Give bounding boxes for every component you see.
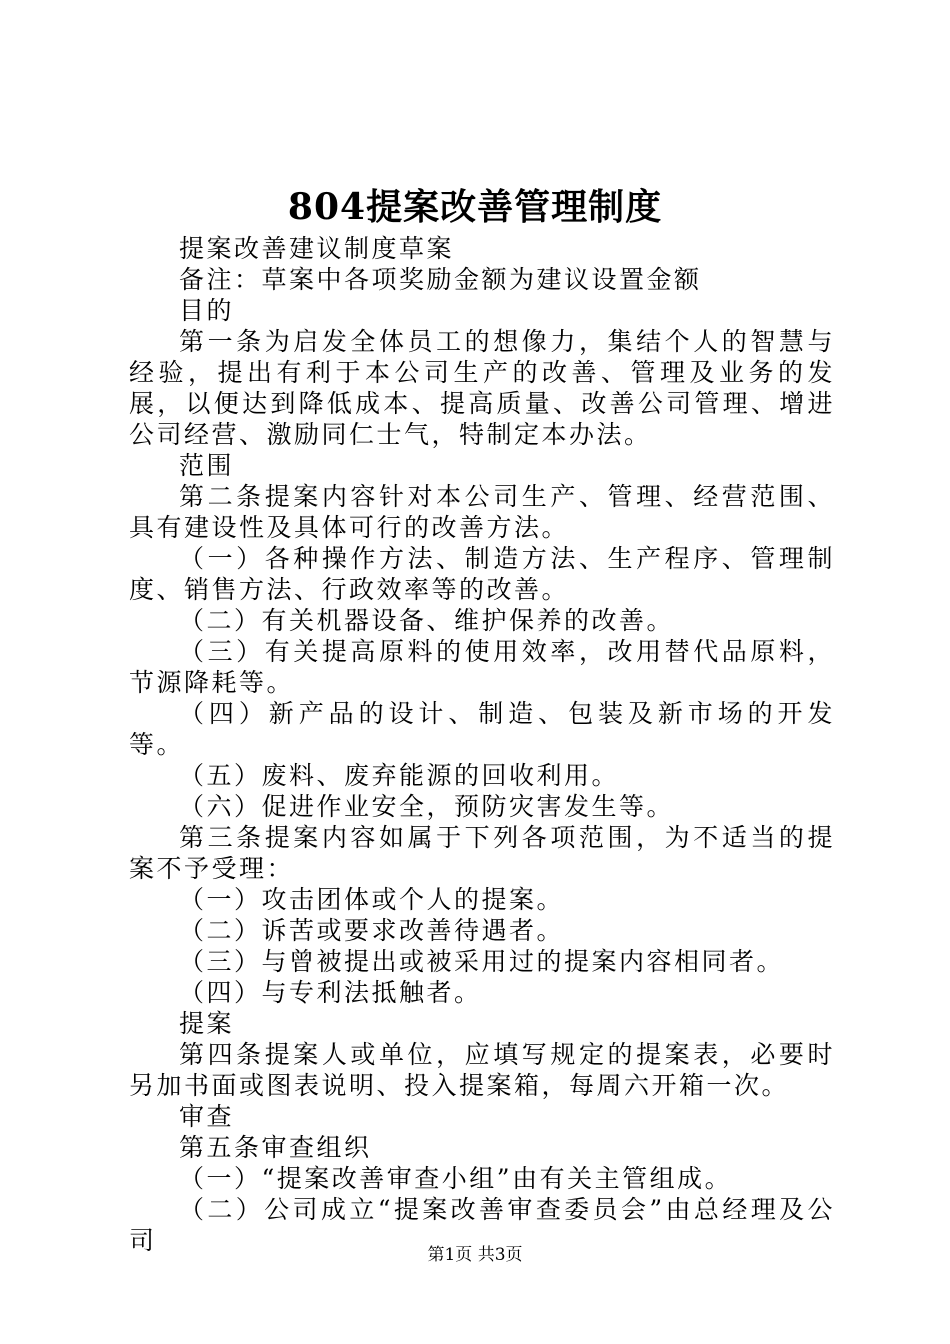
section-heading: 审查 (179, 1102, 235, 1131)
section-heading: 范围 (179, 451, 235, 480)
paragraph: 第四条提案人或单位，应填写规定的提案表，必要时另加书面或图表说明、投入提案箱，每周六开箱一次。 (129, 1040, 835, 1100)
document-body (129, 233, 835, 1256)
paragraph: 第一条为启发全体员工的想像力，集结个人的智慧与经验，提出有利于本公司生产的改善、管理及业务的发展，以便达到降低成本、提高质量、改善公司管理、增进公司经营、激励同仁士气，特制定本办法。 (129, 327, 835, 449)
list-item: （一）攻击团体或个人的提案。 (179, 885, 565, 914)
paragraph: 第三条提案内容如属于下列各项范围，为不适当的提案不予受理： (129, 823, 835, 883)
page-footer: 第1页 共3页 (427, 1245, 523, 1265)
paragraph: 提案改善建议制度草案 (179, 234, 455, 263)
list-item: （六）促进作业安全，预防灾害发生等。 (179, 792, 675, 821)
list-item: （四）与专利法抵触者。 (179, 978, 482, 1007)
list-item: （二）有关机器设备、维护保养的改善。 (179, 606, 675, 635)
paragraph: 备注：草案中各项奖励金额为建议设置金额 (179, 265, 702, 294)
list-item: （三）与曾被提出或被采用过的提案内容相同者。 (179, 947, 785, 976)
list-item: （一）“提案改善审查小组”由有关主管组成。 (179, 1164, 733, 1193)
list-item: （一）各种操作方法、制造方法、生产程序、管理制度、销售方法、行政效率等的改善。 (129, 544, 835, 604)
paragraph: 第五条审查组织 (179, 1133, 372, 1162)
list-item: （三）有关提高原料的使用效率，改用替代品原料，节源降耗等。 (129, 637, 835, 697)
document-title: 804提案改善管理制度 (287, 186, 663, 228)
section-heading: 目的 (179, 296, 235, 325)
list-item: （五）废料、废弃能源的回收利用。 (179, 761, 620, 790)
list-item: （四）新产品的设计、制造、包装及新市场的开发等。 (129, 699, 835, 759)
section-heading: 提案 (179, 1009, 235, 1038)
list-item: （二）公司成立“提案改善审查委员会”由总经理及公司 (129, 1195, 835, 1255)
list-item: （二）诉苦或要求改善待遇者。 (179, 916, 565, 945)
paragraph: 第二条提案内容针对本公司生产、管理、经营范围、具有建设性及具体可行的改善方法。 (129, 482, 835, 542)
